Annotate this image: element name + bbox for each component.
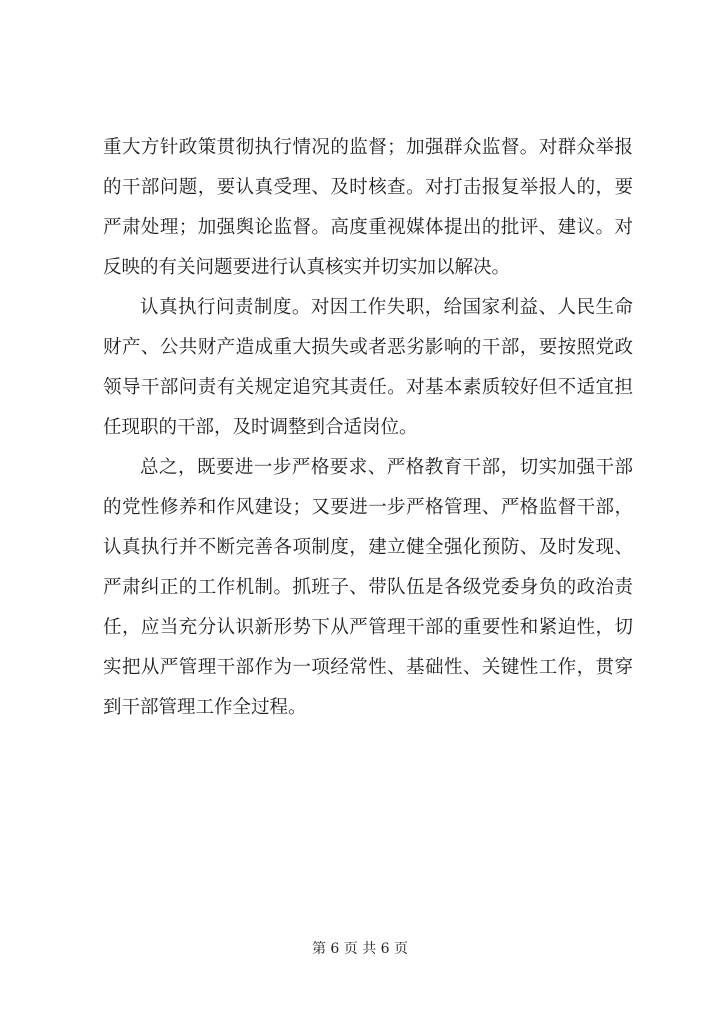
paragraph-start-line: 认真执行问责制度。对因工作失职，给国家利益、人民生命 — [140, 297, 633, 318]
text-line: 反映的有关问题要进行认真核实并切实加以解决。 — [103, 257, 511, 278]
text-line: 任现职的干部，及时调整到合适岗位。 — [103, 417, 418, 438]
paragraph-start-line: 总之，既要进一步严格要求、严格教育干部，切实加强干部 — [140, 457, 633, 478]
document-body — [103, 128, 633, 728]
text-line: 重大方针政策贯彻执行情况的监督；加强群众监督。对群众举报 — [103, 137, 633, 158]
text-line: 到干部管理工作全过程。 — [103, 697, 307, 718]
text-line: 的党性修养和作风建设；又要进一步严格管理、严格监督干部， — [103, 497, 633, 518]
text-line: 财产、公共财产造成重大损失或者恶劣影响的干部，要按照党政 — [103, 337, 633, 358]
text-line: 领导干部问责有关规定追究其责任。对基本素质较好但不适宜担 — [103, 377, 633, 398]
text-line: 任，应当充分认识新形势下从严管理干部的重要性和紧迫性，切 — [103, 617, 633, 638]
text-line: 实把从严管理干部作为一项经常性、基础性、关键性工作，贯穿 — [103, 657, 633, 678]
page-number-footer: 第 6 页 共 6 页 — [311, 941, 409, 957]
text-line: 严肃处理；加强舆论监督。高度重视媒体提出的批评、建议。对 — [103, 217, 633, 238]
text-line: 认真执行并不断完善各项制度，建立健全强化预防、及时发现、 — [103, 537, 633, 558]
text-line: 严肃纠正的工作机制。抓班子、带队伍是各级党委身负的政治责 — [103, 577, 633, 598]
text-line: 的干部问题，要认真受理、及时核查。对打击报复举报人的，要 — [103, 177, 633, 198]
